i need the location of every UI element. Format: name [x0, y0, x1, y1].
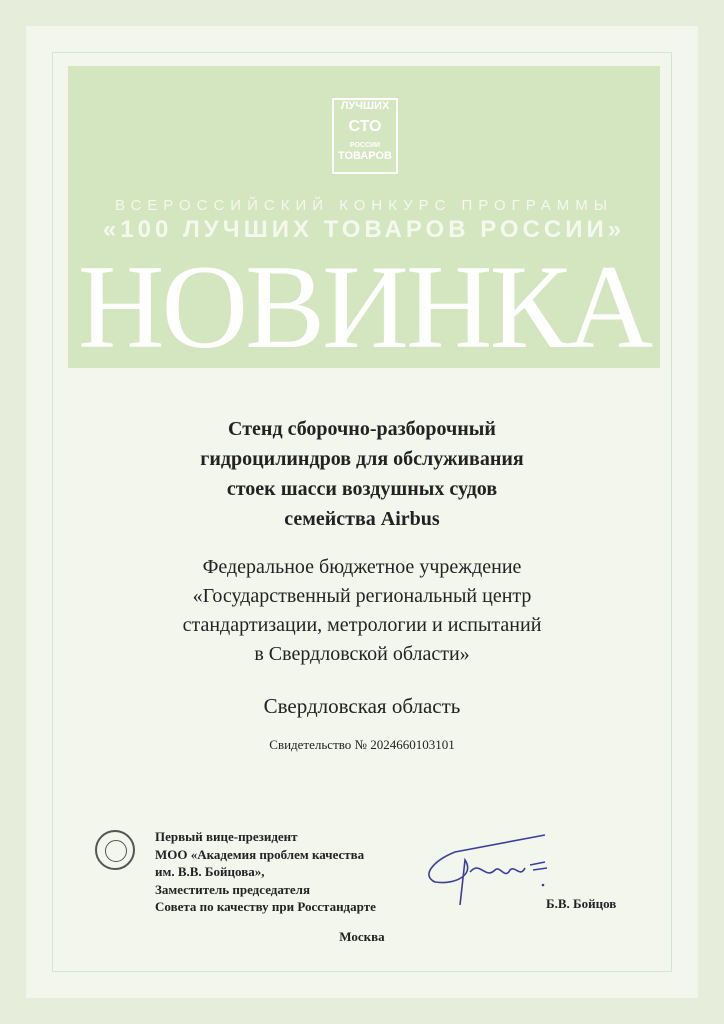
- signature-icon: [415, 830, 565, 910]
- region: Свердловская область: [263, 694, 461, 718]
- academy-seal-icon: [95, 830, 135, 870]
- product-title: Стенд сборочно-разборочный гидроцилиндров для обслуживания стоек шасси воздушных судов семейства Airbus: [200, 418, 524, 530]
- city: Москва: [339, 929, 385, 944]
- heading-novinka: НОВИНКА: [77, 240, 651, 373]
- signatory-title: Первый вице-президент МОО «Академия проблем качества им. В.В. Бойцова», Заместитель председателя Совета по качеству при Росстандарте: [155, 829, 376, 914]
- 100-best-goods-logo: ЛУЧШИХ СТО РОССИИ ТОВАРОВ: [332, 98, 398, 174]
- contest-subtitle: ВСЕРОССИЙСКИЙ КОНКУРС ПРОГРАММЫ: [114, 197, 614, 214]
- organization-name: Федеральное бюджетное учреждение «Государственный региональный центр стандартизации, метрологии и испытаний в Свердловской области»: [182, 556, 542, 665]
- contest-title: «100 ЛУЧШИХ ТОВАРОВ РОССИИ»: [102, 216, 626, 243]
- certificate-number: Свидетельство № 2024660103101: [269, 737, 455, 752]
- signatory-name: Б.В. Бойцов: [546, 896, 617, 911]
